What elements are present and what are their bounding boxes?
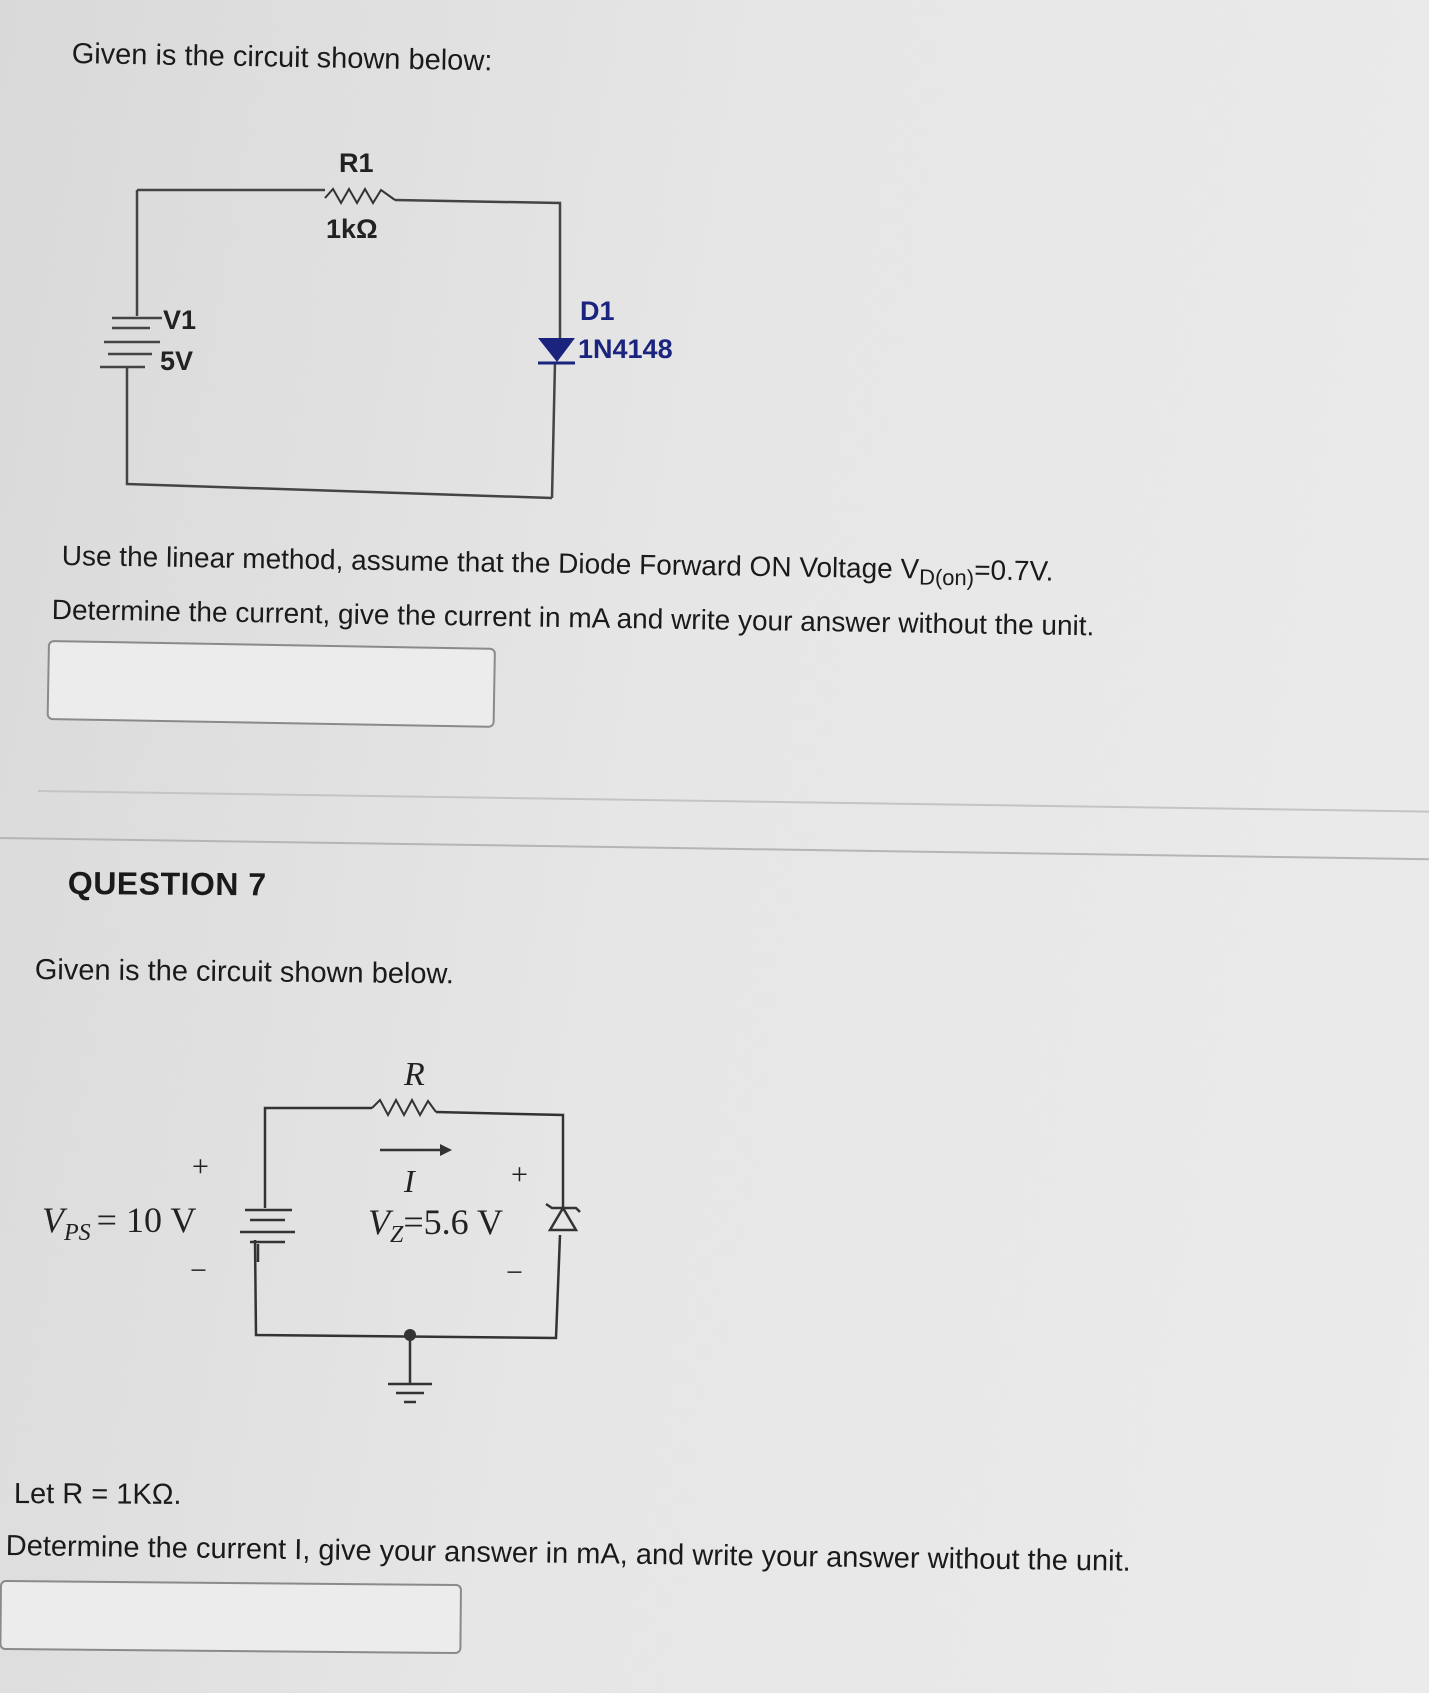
circuit2-zener-diode	[550, 1208, 576, 1230]
question6-intro: Given is the circuit shown below:	[71, 38, 493, 78]
circuit2-current-label: I	[404, 1163, 415, 1199]
circuit2-zener-plus: +	[511, 1158, 528, 1191]
circuit2-resistor-r	[372, 1100, 436, 1115]
circuit2-zener-label: $V_Z=5.6$ V	[368, 1202, 504, 1248]
circuit1-r1-value: 1kΩ	[326, 214, 378, 244]
circuit2-ground-node	[404, 1329, 416, 1341]
question7-let-r: Let R = 1KΩ.	[13, 1478, 182, 1511]
circuit2-wire-top-right	[436, 1112, 563, 1208]
circuit2-zener-minus: −	[506, 1256, 523, 1289]
circuit1-d1-label: D1	[580, 296, 615, 326]
circuit1-v1-label: V1	[163, 305, 197, 335]
circuit2-r-label: R	[404, 1056, 425, 1093]
circuit2-wire-top-left	[265, 1108, 372, 1190]
circuit2-current-arrowhead	[440, 1144, 452, 1156]
circuit1-r1-label: R1	[339, 148, 374, 178]
question6-instruction-line1: Use the linear method, assume that the Diode Forward ON Voltage $V_{D(on)}=0.7V$.	[61, 540, 1054, 591]
question7-answer-input[interactable]	[0, 1580, 462, 1654]
question7-title: QUESTION 7	[67, 865, 267, 903]
question6-instruction-line2: Determine the current, give the current in mA and write your answer without the unit.	[51, 594, 1095, 642]
circuit2-source-minus: −	[190, 1254, 207, 1287]
circuit1-d1-part: 1N4148	[578, 334, 673, 364]
circuit2-source-label: $V_{PS} = 10$ V	[42, 1200, 197, 1246]
question7-instruction: Determine the current I, give your answer in mA, and write your answer without the unit.	[5, 1530, 1131, 1578]
circuit2-source-plus: +	[192, 1150, 209, 1183]
circuit1-v1-value: 5V	[160, 346, 194, 376]
question7-intro: Given is the circuit shown below.	[34, 954, 455, 991]
